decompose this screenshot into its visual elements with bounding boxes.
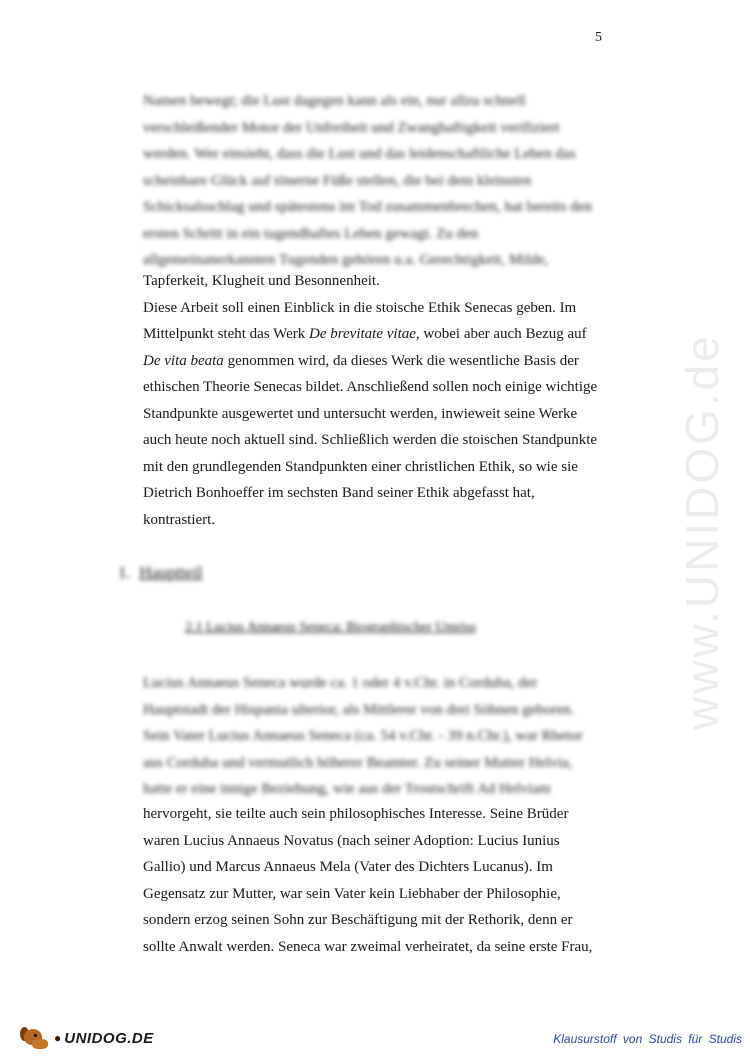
text-line: Gallio) und Marcus Annaeus Mela (Vater des Dichters Lucanus). Im [143, 859, 553, 875]
text-line: verschleißender Motor der Unfreiheit und Zwanghaftigkeit verifiziert [143, 119, 560, 136]
intro-paragraph [143, 268, 613, 533]
text-line: kontrastiert. [143, 511, 216, 528]
work-title-de-vita-beata: De vita beata [143, 352, 224, 369]
text-line: sollte Anwalt werden. Seneca war zweimal verheiratet, da seine erste Frau, [143, 938, 593, 955]
text-segment: genommen wird, da dieses Werk die wesentliche Basis der [223, 352, 579, 369]
text-line: Hauptstadt der Hispania ulterior, als Mittlerer von drei Söhnen geboren. [143, 701, 575, 718]
text-line: ethischen Theorie Senecas bildet. Anschließend sollen noch einige wichtige [143, 379, 598, 395]
text-line: Namen bewegt; die Lust dagegen kann als ein, nur allzu schnell [143, 93, 526, 109]
text-line: Diese Arbeit soll einen Einblick in die stoische Ethik Senecas geben. Im [143, 299, 577, 316]
text-line: mit den grundlegenden Standpunkten einer christlichen Ethik, so wie sie [143, 458, 578, 475]
text-line: Dietrich Bonhoeffer im sechsten Band seiner Ethik abgefasst hat, [143, 485, 535, 501]
biography-paragraph [143, 801, 613, 960]
text-line: waren Lucius Annaeus Novatus (nach seiner Adoption: Lucius Iunius [143, 832, 560, 849]
text-line: Sein Vater Lucius Annaeus Seneca (ca. 54 v.Chr. - 39 n.Chr.), war Rhetor [143, 728, 583, 744]
paw-icon: ● [54, 1030, 62, 1045]
footer-tagline: Klausurstoff von Studis für Studis [553, 1032, 742, 1046]
logo-text: UNIDOG.DE [64, 1029, 154, 1047]
subsection-heading: 2.1 Lucius Annaeus Seneca: Biographischer Umriss [185, 620, 476, 635]
blurred-paragraph-top [143, 88, 613, 274]
section-number: 1. [118, 563, 131, 582]
text-line: Standpunkte ausgewertet und untersucht werden, inwieweit seine Werke [143, 405, 578, 422]
text-line: Tapferkeit, Klugheit und Besonnenheit. [143, 273, 380, 289]
text-line [143, 348, 613, 375]
text-line [143, 321, 613, 348]
text-line: hatte er eine innige Beziehung, wie aus der Trostschrift Ad Helviam [143, 781, 551, 797]
unidog-logo[interactable] [20, 1025, 154, 1051]
watermark: www.UNIDOG.de [676, 333, 728, 730]
text-line: auch heute noch aktuell sind. Schließlich werden die stoischen Standpunkte [143, 432, 598, 448]
text-segment: Mittelpunkt steht das Werk [143, 326, 309, 342]
section-heading [118, 563, 203, 583]
text-line: sondern erzog seinen Sohn zur Beschäftigung mit der Rethorik, denn er [143, 912, 573, 928]
text-line: werden. Wer einsieht, dass die Lust und das leidenschaftliche Leben das [143, 146, 576, 162]
text-line: ersten Schritt in ein tugendhaftes Leben gewagt. Zu den [143, 225, 479, 242]
section-title: Hauptteil [139, 563, 203, 582]
text-line: scheinbare Glück auf tönerne Füße stellen, die bei dem kleinsten [143, 172, 532, 189]
page-number: 5 [595, 30, 602, 45]
text-line: hervorgeht, sie teilte auch sein philosophisches Interesse. Seine Brüder [143, 806, 569, 822]
text-line: Schicksalsschlag und spätestens im Tod zusammenbrechen, hat bereits den [143, 199, 592, 215]
text-segment: , wobei aber auch Bezug auf [415, 326, 587, 342]
text-line: allgemeinanerkannten Tugenden gehören u.a. Gerechtigkeit, Milde, [143, 252, 549, 268]
dog-icon [20, 1025, 50, 1051]
text-line: Lucius Annaeus Seneca wurde ca. 1 oder 4 v.Chr. in Corduba, der [143, 675, 538, 691]
blurred-paragraph-mid [143, 670, 613, 803]
work-title-de-brevitate-vitae: De brevitate vitae [309, 326, 416, 342]
text-line: aus Corduba und vermutlich höherer Beamter. Zu seiner Mutter Helvia, [143, 754, 573, 771]
text-line: Gegensatz zur Mutter, war sein Vater kein Liebhaber der Philosophie, [143, 885, 561, 902]
